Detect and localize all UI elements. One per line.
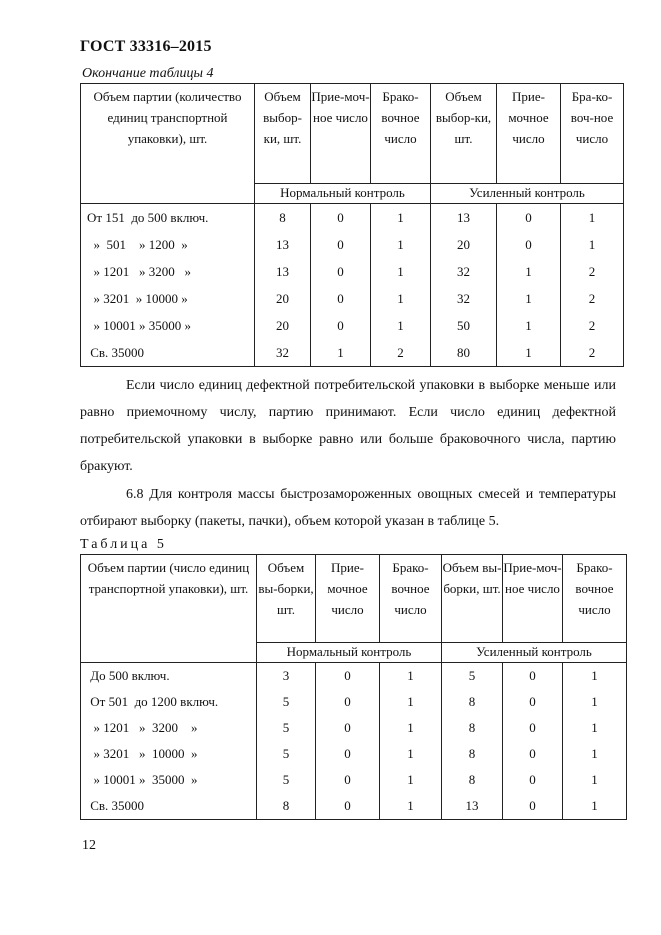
table-cell: » 1201 » 3200 » — [81, 258, 255, 285]
table-cell: 8 — [442, 689, 503, 715]
table5-col-header: Объем вы-борки, шт. — [257, 555, 316, 643]
table-row — [81, 258, 624, 285]
table-cell: 1 — [380, 767, 442, 793]
table-cell: 1 — [563, 663, 627, 690]
table-cell: 0 — [316, 689, 380, 715]
table-cell: 32 — [431, 285, 497, 312]
table-cell: 1 — [497, 312, 561, 339]
table4-col-header: Прие-моч-ное число — [311, 84, 371, 184]
table5-col-header: Брако-вочное число — [380, 555, 442, 643]
table5-caption: Таблица 5 — [80, 537, 167, 552]
table-cell: Св. 35000 — [81, 339, 255, 367]
table-cell: 1 — [380, 715, 442, 741]
paragraph-section-6-8 — [80, 481, 616, 535]
table-cell: 0 — [311, 285, 371, 312]
table-cell: 8 — [442, 715, 503, 741]
table-cell: 0 — [311, 231, 371, 258]
table5-col-header: Объем вы-борки, шт. — [442, 555, 503, 643]
table-cell: 50 — [431, 312, 497, 339]
table-cell: 1 — [561, 231, 624, 258]
table-cell: 2 — [371, 339, 431, 367]
paragraph-text: 6.8 Для контроля массы быстрозамороженных овощных смесей и температуры отбирают выборку (пакеты, пачки), объем которой указан в таблице 5. — [80, 487, 616, 529]
table-cell: 1 — [497, 339, 561, 367]
table-cell: 1 — [380, 741, 442, 767]
table-cell: 1 — [563, 741, 627, 767]
table-cell: » 10001 » 35000 » — [81, 767, 257, 793]
table-cell: 13 — [255, 231, 311, 258]
table-cell: 0 — [316, 767, 380, 793]
table-cell: 2 — [561, 258, 624, 285]
table-cell: 20 — [255, 285, 311, 312]
table4-group-row — [81, 183, 624, 204]
table-cell: 32 — [431, 258, 497, 285]
table-cell: 13 — [255, 258, 311, 285]
table-cell: До 500 включ. — [81, 663, 257, 690]
table-cell: » 3201 » 10000 » — [81, 741, 257, 767]
table-cell: 0 — [316, 793, 380, 820]
table-cell: 1 — [561, 204, 624, 232]
table4-col-header: Объем выбор-ки, шт. — [431, 84, 497, 184]
table5-header-row — [81, 555, 627, 643]
table5-group-row — [81, 642, 627, 663]
table-cell: 0 — [497, 231, 561, 258]
page-number: 12 — [82, 838, 96, 853]
table-cell: 0 — [503, 689, 563, 715]
table5-group-normal: Нормальный контроль — [257, 642, 442, 663]
table-cell: 0 — [503, 767, 563, 793]
table4-col-header: Брако-вочное число — [371, 84, 431, 184]
table-cell: 5 — [257, 689, 316, 715]
table-row — [81, 231, 624, 258]
table-cell: 0 — [316, 715, 380, 741]
table-cell: 20 — [255, 312, 311, 339]
table-cell: 1 — [380, 689, 442, 715]
table-cell: 1 — [371, 204, 431, 232]
table-cell: 1 — [497, 285, 561, 312]
table-cell: 2 — [561, 312, 624, 339]
table-cell: 8 — [442, 741, 503, 767]
table-cell: 0 — [311, 312, 371, 339]
table-row — [81, 339, 624, 367]
table-cell: 1 — [311, 339, 371, 367]
table5-group-tightened: Усиленный контроль — [442, 642, 627, 663]
table5-col-header: Прие-моч-ное число — [503, 555, 563, 643]
table-cell: 8 — [442, 767, 503, 793]
table-cell: 1 — [371, 312, 431, 339]
table-cell: 13 — [442, 793, 503, 820]
table-row — [81, 715, 627, 741]
table5-col-header: Объем партии (число единиц транспортной упаковки), шт. — [81, 555, 257, 643]
table-row — [81, 767, 627, 793]
table-cell: 20 — [431, 231, 497, 258]
table-cell: 2 — [561, 285, 624, 312]
table-cell: 5 — [257, 741, 316, 767]
table-cell: 1 — [497, 258, 561, 285]
paragraph-text: Если число единиц дефектной потребительской упаковки в выборке меньше или равно приемочному числу, партию принимают. Если число единиц дефектной потребительской упаковки в выборке равно или больше браковочного числа, партию бракуют. — [80, 378, 616, 474]
table-cell: 80 — [431, 339, 497, 367]
table4-group-spacer — [81, 183, 255, 204]
table-cell: 8 — [255, 204, 311, 232]
table-cell: 8 — [257, 793, 316, 820]
table-cell: 1 — [371, 258, 431, 285]
table4-col-header: Прие-мочное число — [497, 84, 561, 184]
document-header: ГОСТ 33316–2015 — [80, 38, 212, 55]
table5-group-spacer — [81, 642, 257, 663]
table-row — [81, 663, 627, 690]
table-cell: 1 — [380, 663, 442, 690]
table-cell: 0 — [503, 663, 563, 690]
table-cell: 2 — [561, 339, 624, 367]
table-row — [81, 793, 627, 820]
table-cell: 0 — [503, 741, 563, 767]
table-cell: 0 — [503, 715, 563, 741]
table-cell: От 501 до 1200 включ. — [81, 689, 257, 715]
paragraph-acceptance-rule — [80, 372, 616, 480]
table4-col-header: Объем партии (количество единиц транспортной упаковки), шт. — [81, 84, 255, 184]
table4-header-row — [81, 84, 624, 184]
table-cell: 5 — [257, 715, 316, 741]
table-cell: Св. 35000 — [81, 793, 257, 820]
table-cell: 1 — [371, 285, 431, 312]
table-cell: 0 — [311, 204, 371, 232]
table-cell: » 1201 » 3200 » — [81, 715, 257, 741]
table-cell: 5 — [442, 663, 503, 690]
table4-caption: Окончание таблицы 4 — [82, 66, 214, 81]
table4-col-header: Бра-ко-воч-ное число — [561, 84, 624, 184]
table-cell: 1 — [563, 767, 627, 793]
table-cell: 0 — [316, 741, 380, 767]
table-cell: 0 — [316, 663, 380, 690]
table5 — [80, 554, 627, 820]
table-cell: 32 — [255, 339, 311, 367]
table-cell: 1 — [371, 231, 431, 258]
table4-col-header: Объем выбор-ки, шт. — [255, 84, 311, 184]
table-row — [81, 689, 627, 715]
table-cell: 0 — [497, 204, 561, 232]
table-cell: 1 — [380, 793, 442, 820]
table5-col-header: Брако-вочное число — [563, 555, 627, 643]
table4-group-normal: Нормальный контроль — [255, 183, 431, 204]
table-row — [81, 312, 624, 339]
table-cell: 1 — [563, 793, 627, 820]
table-cell: » 10001 » 35000 » — [81, 312, 255, 339]
table-cell: 1 — [563, 715, 627, 741]
table-cell: 3 — [257, 663, 316, 690]
table-row — [81, 204, 624, 232]
table-row — [81, 741, 627, 767]
table4 — [80, 83, 624, 367]
table-cell: 1 — [563, 689, 627, 715]
table4-group-tightened: Усиленный контроль — [431, 183, 624, 204]
table-cell: От 151 до 500 включ. — [81, 204, 255, 232]
table-cell: 0 — [503, 793, 563, 820]
table-row — [81, 285, 624, 312]
table-cell: » 501 » 1200 » — [81, 231, 255, 258]
table-cell: 0 — [311, 258, 371, 285]
table-cell: 5 — [257, 767, 316, 793]
table5-col-header: Прие-мочное число — [316, 555, 380, 643]
table-cell: » 3201 » 10000 » — [81, 285, 255, 312]
table-cell: 13 — [431, 204, 497, 232]
